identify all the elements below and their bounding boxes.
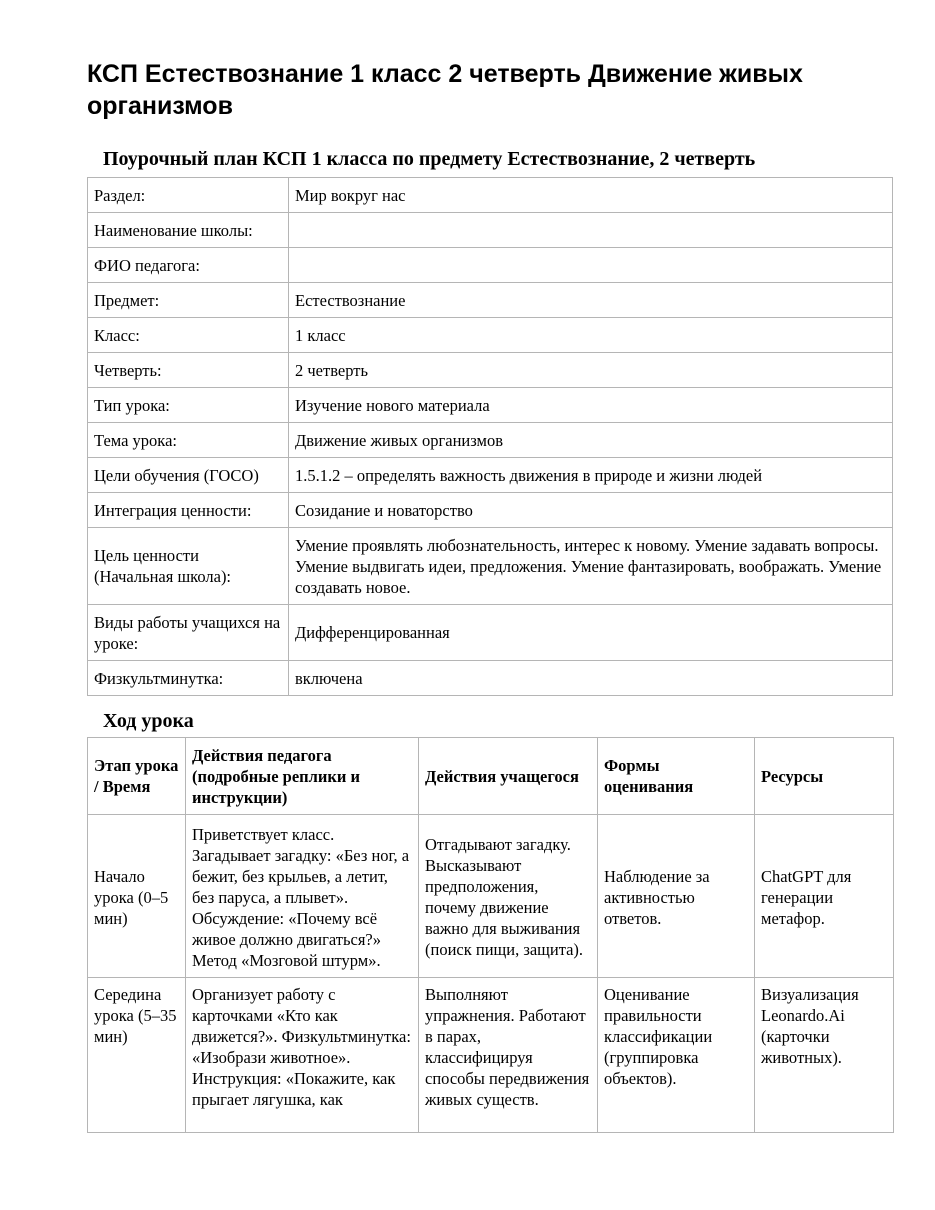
row-label: Тип урока: (88, 388, 289, 423)
column-header-student: Действия учащегося (419, 738, 598, 815)
table-row (88, 178, 893, 213)
row-label: Наименование школы: (88, 213, 289, 248)
row-value: Естествознание (289, 283, 893, 318)
row-label: Класс: (88, 318, 289, 353)
row-label: Цель ценности (Начальная школа): (88, 528, 289, 605)
lesson-plan-table (87, 177, 893, 696)
student-cell: Выполняют упражнения. Работают в парах, классифицируя способы передвижения живых существ. (419, 978, 598, 1133)
row-label: Четверть: (88, 353, 289, 388)
table-row (88, 213, 893, 248)
table-header-row (88, 738, 894, 815)
row-value (289, 213, 893, 248)
column-header-teacher: Действия педагога (подробные реплики и инструкции) (186, 738, 419, 815)
row-value (289, 248, 893, 283)
stage-cell: Начало урока (0–5 мин) (88, 815, 186, 978)
table-row (88, 388, 893, 423)
table-row (88, 815, 894, 978)
row-label: Предмет: (88, 283, 289, 318)
row-value: 1.5.1.2 – определять важность движения в природе и жизни людей (289, 458, 893, 493)
resources-cell: ChatGPT для генерации метафор. (755, 815, 894, 978)
document-title: КСП Естествознание 1 класс 2 четверть Движение живых организмов (87, 60, 803, 120)
lesson-progress-table (87, 737, 894, 1133)
row-label: Виды работы учащихся на уроке: (88, 605, 289, 661)
stage-cell: Середина урока (5–35 мин) (88, 978, 186, 1133)
table-row (88, 283, 893, 318)
table-row (88, 353, 893, 388)
row-value: Мир вокруг нас (289, 178, 893, 213)
row-label: Интеграция ценности: (88, 493, 289, 528)
teacher-cell: Организует работу с карточками «Кто как движется?». Физкультминутка: «Изобрази животное». Инструкция: «Покажите, как прыгает лягушка, как (186, 978, 419, 1133)
column-header-resources: Ресурсы (755, 738, 894, 815)
assessment-cell: Оценивание правильности классификации (группировка объектов). (598, 978, 755, 1133)
table-row (88, 661, 893, 696)
row-label: Физкультминутка: (88, 661, 289, 696)
table-row (88, 458, 893, 493)
column-header-stage: Этап урока / Время (88, 738, 186, 815)
row-value: Умение проявлять любознательность, интерес к новому. Умение задавать вопросы. Умение выдвигать идеи, предложения. Умение фантазировать, воображать. Умение создавать новое. (289, 528, 893, 605)
row-value: включена (289, 661, 893, 696)
row-value: Движение живых организмов (289, 423, 893, 458)
row-value: 2 четверть (289, 353, 893, 388)
resources-cell: Визуализация Leonardo.Ai (карточки животных). (755, 978, 894, 1133)
table-row (88, 493, 893, 528)
row-label: Тема урока: (88, 423, 289, 458)
row-value: Изучение нового материала (289, 388, 893, 423)
table-row (88, 318, 893, 353)
row-label: Цели обучения (ГОСО) (88, 458, 289, 493)
teacher-cell: Приветствует класс. Загадывает загадку: «Без ног, а бежит, без крыльев, а летит, без паруса, а плывет». Обсуждение: «Почему всё живое должно двигаться?» Метод «Мозговой штурм». (186, 815, 419, 978)
table-row (88, 605, 893, 661)
assessment-cell: Наблюдение за активностью ответов. (598, 815, 755, 978)
row-value: Созидание и новаторство (289, 493, 893, 528)
table-row (88, 248, 893, 283)
row-label: ФИО педагога: (88, 248, 289, 283)
document-page (87, 58, 893, 1133)
table-row (88, 528, 893, 605)
row-value: Дифференцированная (289, 605, 893, 661)
row-label: Раздел: (88, 178, 289, 213)
row-value: 1 класс (289, 318, 893, 353)
column-header-assessment: Формы оценивания (598, 738, 755, 815)
student-cell: Отгадывают загадку. Высказывают предположения, почему движение важно для выживания (поиск пищи, защита). (419, 815, 598, 978)
progress-heading: Ход урока (103, 710, 194, 732)
table-row (88, 423, 893, 458)
plan-heading: Поурочный план КСП 1 класса по предмету Естествознание, 2 четверть (103, 148, 756, 170)
table-row (88, 978, 894, 1133)
